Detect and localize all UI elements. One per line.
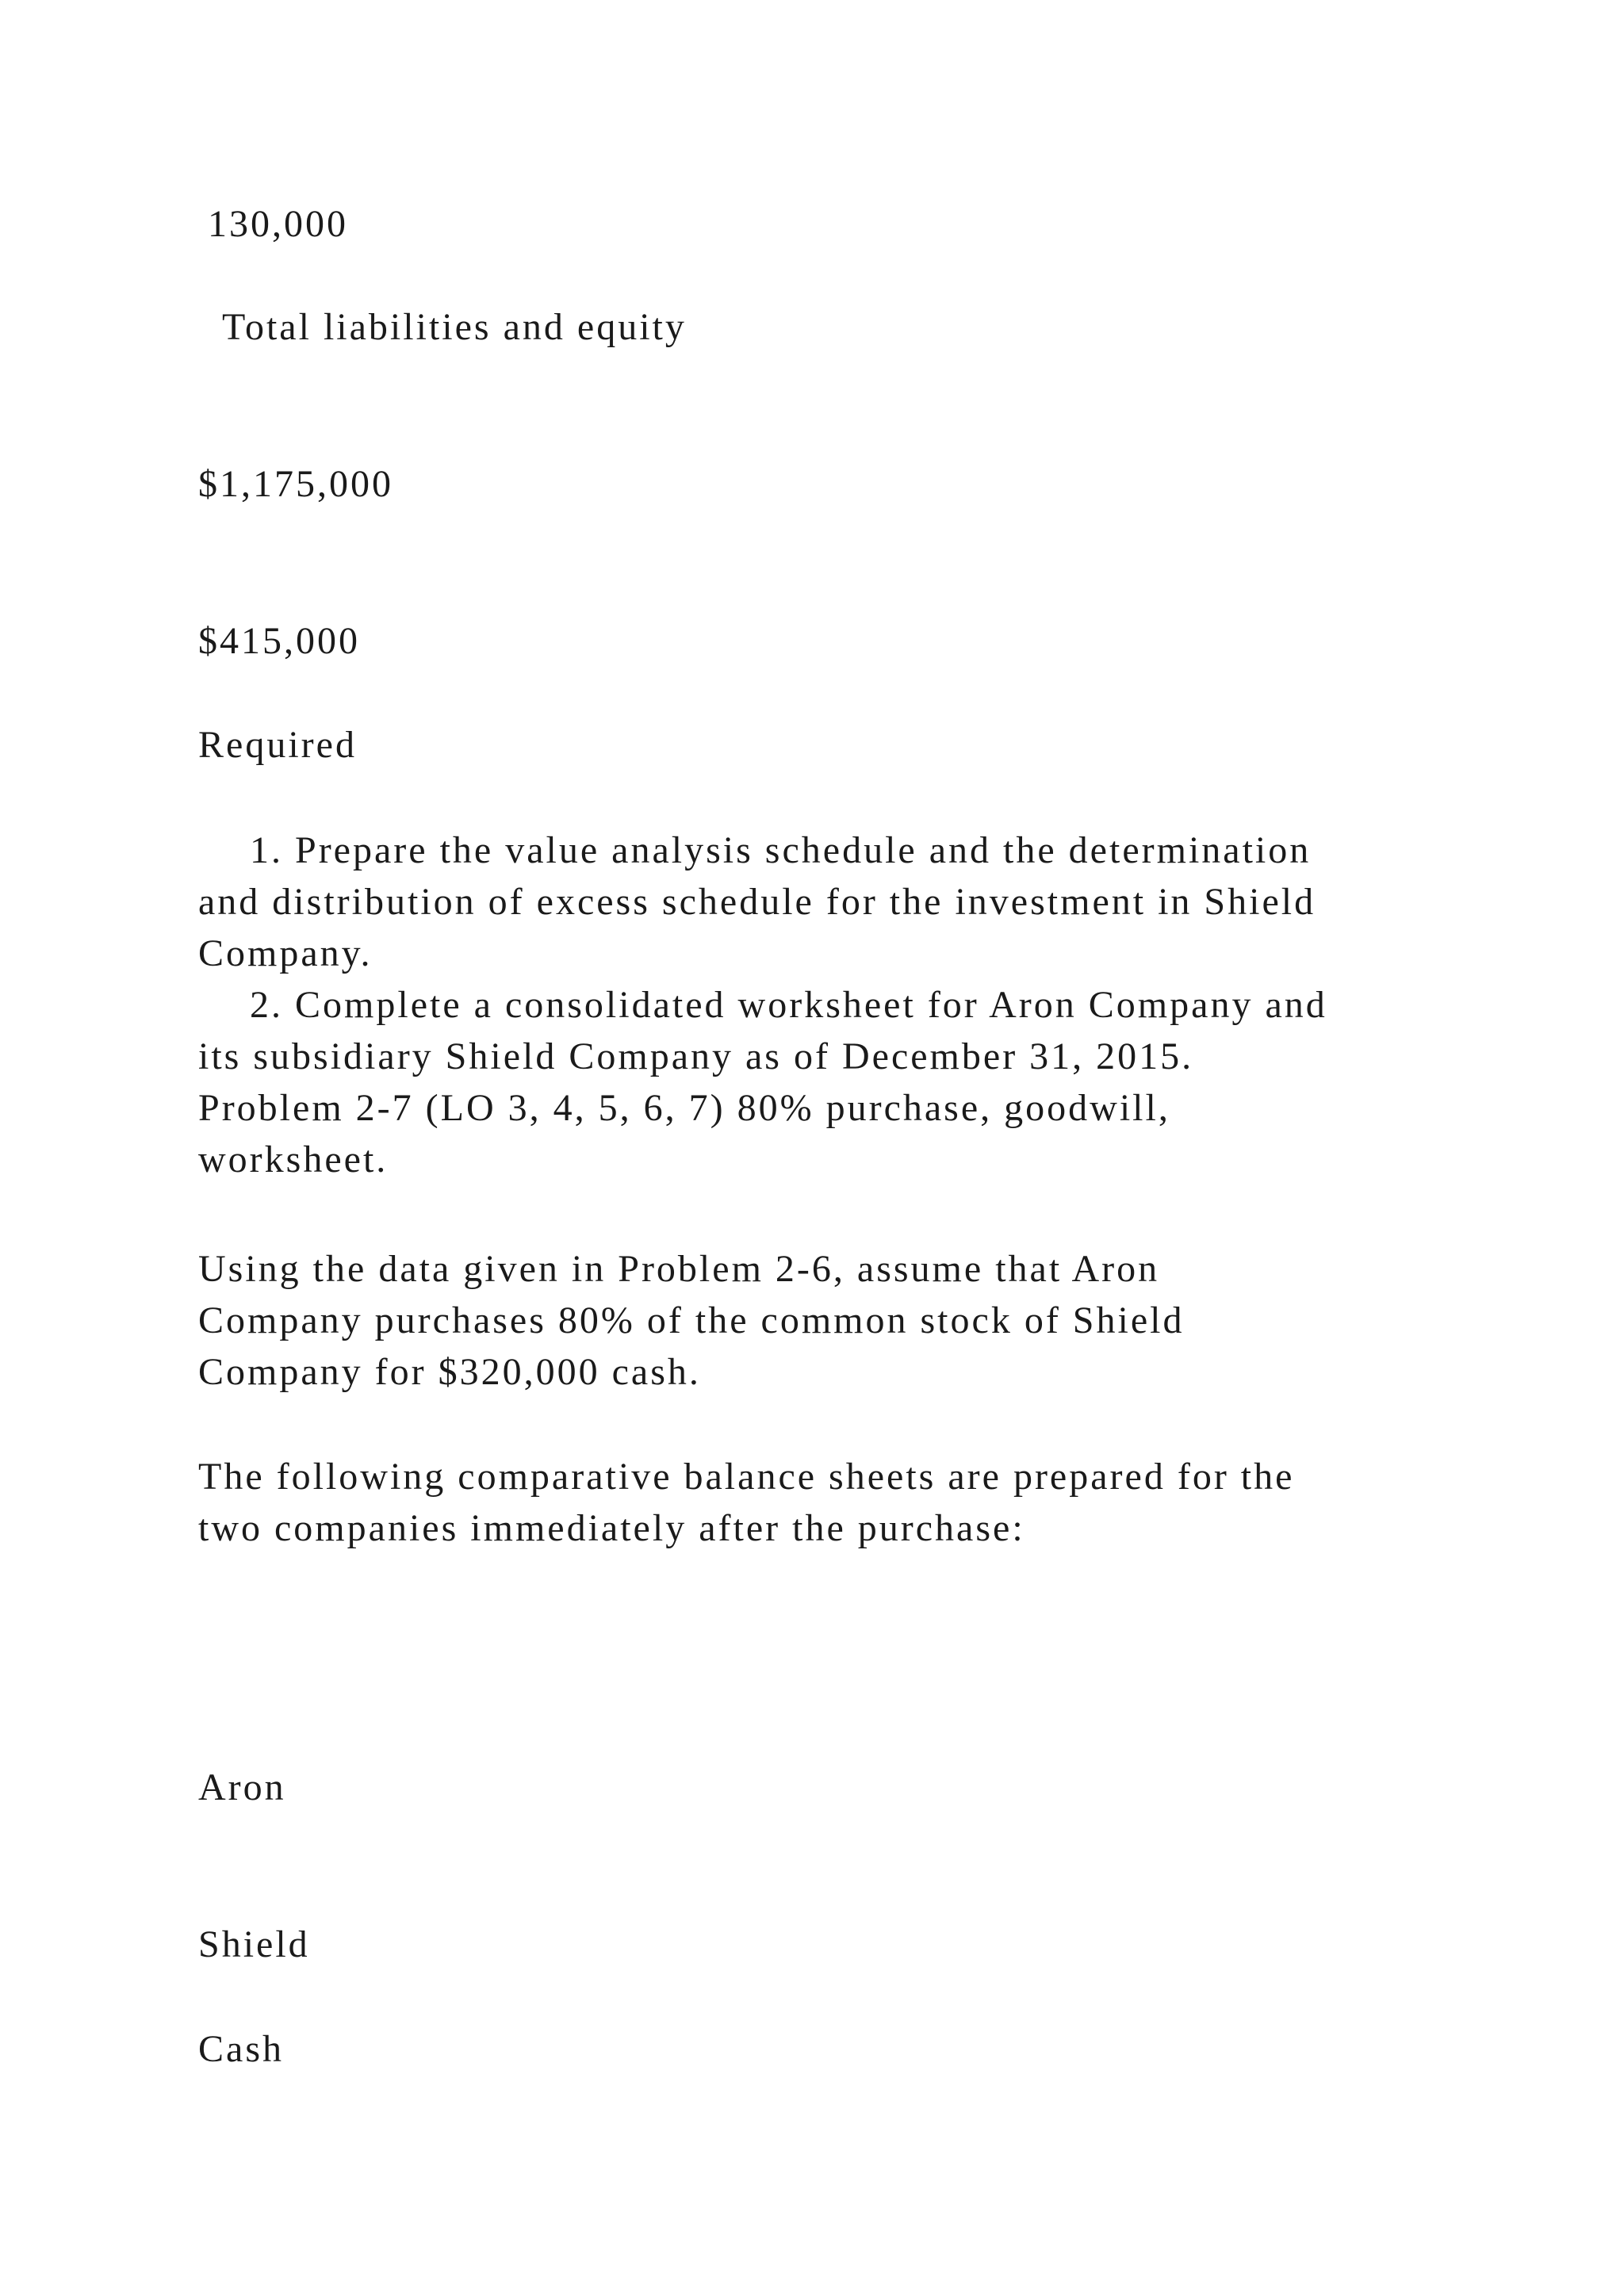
intro-paragraph — [198, 1243, 1467, 1398]
required-list — [198, 825, 1467, 1185]
column-aron-label: Aron — [198, 1766, 286, 1808]
intro-line-2: Company purchases 80% of the common stock of Shield — [198, 1299, 1185, 1341]
following-line-2: two companies immediately after the purchase: — [198, 1507, 1025, 1549]
total-liabilities-equity-label: Total liabilities and equity — [222, 306, 687, 348]
following-line-1: The following comparative balance sheets are prepared for the — [198, 1456, 1295, 1498]
required-item-2-line-2: its subsidiary Shield Company as of December 31, 2015. — [198, 1035, 1194, 1077]
intro-line-3: Company for $320,000 cash. — [198, 1351, 701, 1393]
problem-title-line-1: Problem 2-7 (LO 3, 4, 5, 6, 7) 80% purchase, goodwill, — [198, 1087, 1170, 1129]
intro-line-1: Using the data given in Problem 2-6, assume that Aron — [198, 1248, 1160, 1290]
following-paragraph — [198, 1451, 1467, 1554]
required-item-1-line-1: 1. Prepare the value analysis schedule and the determination — [250, 829, 1312, 871]
required-item-1-line-2: and distribution of excess schedule for the investment in Shield — [198, 881, 1316, 923]
total-shield-value: $415,000 — [198, 620, 360, 662]
problem-title-line-2: worksheet. — [198, 1138, 389, 1181]
row-cash-label: Cash — [198, 2028, 284, 2070]
required-item-2-line-1: 2. Complete a consolidated worksheet for Aron Company and — [250, 984, 1327, 1026]
total-aron-value: $1,175,000 — [198, 463, 393, 505]
required-item-1-line-3: Company. — [198, 932, 373, 974]
amount-top: 130,000 — [208, 203, 348, 245]
column-shield-label: Shield — [198, 1923, 310, 1965]
required-heading: Required — [198, 724, 357, 766]
